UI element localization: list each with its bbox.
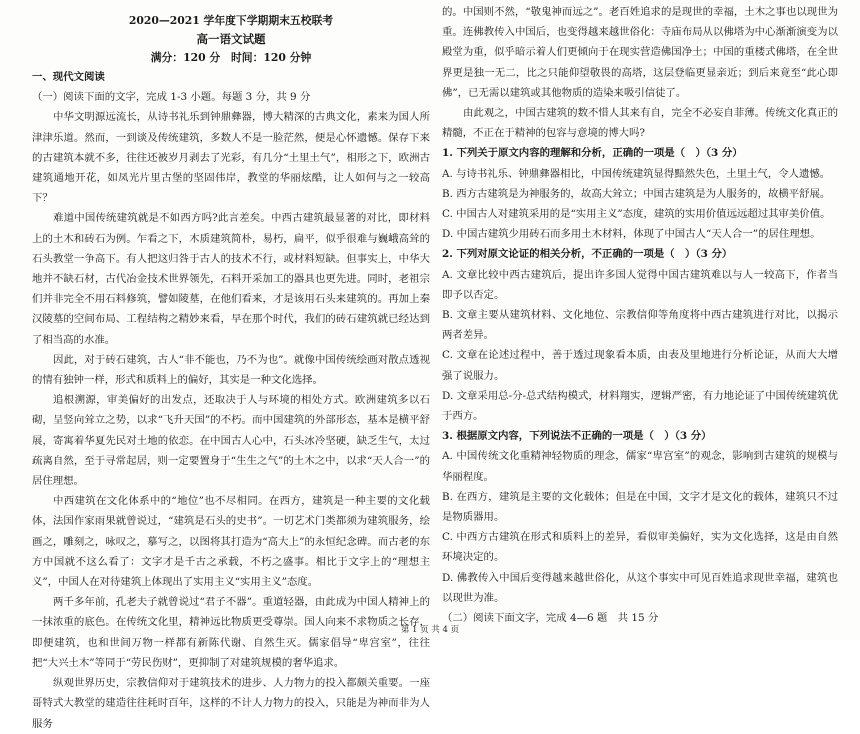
passage-paragraph: 中华文明源远流长，从诗书礼乐到钟鼎彝器，博大精深的古典文化，素来为国人所津津乐道。然而，一到谈及传统建筑，多数人不是一脸茫然，便是心怀遗憾。保存下来的古建筑本就不多，往往还被岁月剥去了光彩，有几分“土里土气”，相形之下，欧洲古建筑通地开花，如凤光片里古堡的坚固伟岸，教堂的华丽炫酷，让人如何与之一较高下？ bbox=[32, 111, 430, 205]
section-title: 一、现代文阅读 bbox=[32, 71, 105, 83]
passage-paragraph: 两千多年前，孔老夫子就曾说过“君子不器”。重道轻器，由此成为中国人精神上的一抹浓重的底色。在传统文化里，精神远比物质更受尊崇。国人向来不求物质之长存，即便建筑，也和世间万物一样都有新陈代谢、自然生灭。儒家倡导“卑宫室”，往往把“大兴土木”等同于“劳民伤财”，更抑制了对建筑规模的奢华追求。 bbox=[32, 596, 430, 669]
answer-option: C. 文章在论述过程中，善于透过现象看本质，由表及里地进行分析论证，从而大大增强了说服力。 bbox=[442, 349, 838, 382]
passage-paragraph: 由此观之，中国古建筑的数不惜人其来有自，完全不必妄自菲薄。传统文化真正的精髓，不正在于精神的包容与意境的博大吗? bbox=[442, 107, 838, 140]
answer-option: A. 与诗书礼乐、钟鼎彝器相比，中国传统建筑显得黯然失色，土里土气，令人遗憾。 bbox=[442, 167, 831, 180]
answer-option: B. 西方古建筑是为神服务的，故高大耸立；中国古建筑是为人服务的，故横平舒展。 bbox=[442, 187, 831, 200]
exam-header bbox=[32, 12, 430, 67]
answer-option: D. 中国古建筑少用砖石而多用土木材料，体现了中国古人“天人合一”的居住理想。 bbox=[442, 228, 821, 241]
right-column bbox=[442, 2, 838, 628]
question-stem: 2. 下列对原文论证的相关分析，不正确的一项是（ ）（3 分） bbox=[442, 248, 733, 261]
answer-option: D. 佛教传入中国后变得越来越世俗化，从这个事实中可见百姓追求现世幸福，建筑也以现世为准。 bbox=[442, 571, 838, 604]
answer-option: A. 中国传统文化重精神轻物质的理念，儒家“卑宫室”的观念，影响到古建筑的规模与华丽程度。 bbox=[442, 450, 838, 483]
question-block bbox=[442, 426, 838, 608]
exam-title: 2020—2021 学年度下学期期末五校联考 bbox=[128, 14, 334, 27]
subsection-title: （二）阅读下面文字，完成 4—6 题 共 15 分 bbox=[442, 612, 659, 625]
passage-paragraph: 追根溯源，审美偏好的出发点，还取决于人与环境的相处方式。欧洲建筑多以石砌，呈竖向耸立之势，以求“飞升天国”的不朽。而中国建筑的外部形态，基本是横平舒展，寄寓着华夏先民对土地的依恋。在中国古人心中，石头冰冷坚硬，缺乏生气，太过疏离自然，至于寻常起居，则一定要置身于“生生之气”的土木之中，以求“天人合一”的居住理想。 bbox=[32, 394, 430, 488]
page-number: 第 1 页 共 4 页 bbox=[400, 625, 460, 635]
subsection-title: （一）阅读下面的文字，完成 1-3 小题。每题 3 分，共 9 分 bbox=[32, 91, 311, 104]
question-stem: 1. 下列关于原文内容的理解和分析，正确的一项是（ ）（3 分） bbox=[442, 147, 743, 160]
passage-paragraph: 因此，对于砖石建筑，古人“非不能也，乃不为也”。就像中国传统绘画对散点透视的情有独钟一样，形式和质料上的偏好，其实是一种文化选择。 bbox=[32, 353, 430, 387]
passage-paragraph: 难道中国传统建筑就是不如西方吗?此言差矣。中西古建筑最显著的对比，即材料上的土木和砖石为例。乍看之下，木质建筑简朴，易朽，扁平，似乎很难与巍峨高耸的石头教堂一争高下。有人把这归咎于古人的技术不行，或材料短缺。但事实上，中华大地并不缺石材，古代冶金技术世界领先，石料开采加工的器具也更先进。同时，老祖宗们并非完全不用石料修筑，譬如陵墓，在他们看来，才是该用石头来建筑的。再加上秦汉陵墓的空间布局、工程结构之精妙来看，早在那个时代，我们的砖石建筑就已经达到了相当高的水准。 bbox=[32, 212, 430, 346]
passage-paragraph: 纵观世界历史，宗教信仰对于建筑技术的进步、人力物力的投入都颇关重要。一座哥特式大教堂的建造往往耗时百年，这样的不计人力物力的投入，只能是为神而非为人服务 bbox=[32, 677, 430, 730]
answer-option: B. 文章主要从建筑材料、文化地位、宗教信仰等角度将中西古建筑进行对比，以揭示两者差异。 bbox=[442, 309, 838, 342]
answer-option: C. 中西方古建筑在形式和质料上的差异，看似审美偏好，实为文化选择，这是由自然环境决定的。 bbox=[442, 531, 838, 564]
passage-paragraph: 中西建筑在文化体系中的“地位”也不尽相同。在西方，建筑是一种主要的文化载体，法国作家雨果就曾说过，“建筑是石头的史书”。一切艺术门类都须为建筑服务，绘画之，雕刻之，咏叹之，摹写之，以图将其打造为“高大上”的永恒纪念碑。而古老的东方中国就不这么看了：文字才是千古之承载，不朽之盛事。相比于文字上的“理想主义”，中国人在对待建筑上体现出了实用主义“实用主义”态度。 bbox=[32, 495, 430, 589]
passage-paragraph: 的。中国则不然，“敬鬼神而远之”。老百姓追求的是现世的幸福，土木之事也以现世为重。连佛教传入中国后，也变得越来越世俗化：寺庙布局从以佛塔为中心渐渐演变为以殿堂为重，似乎暗示着人们更倾向于在现实营造佛国净土；中国的重楼式佛塔，在全世界更是独一无二，比之只能仰望敬畏的高塔，这层登临更显亲近；到后来竟至“此心即佛”，已无需以建筑或其他物质的造染来吸引信徒了。 bbox=[442, 6, 838, 99]
answer-option: C. 中国古人对建筑采用的是“实用主义”态度，建筑的实用价值远远超过其审美价值。 bbox=[442, 208, 831, 221]
question-block bbox=[442, 244, 838, 426]
question-block bbox=[442, 143, 838, 244]
answer-option: A. 文章比较中西古建筑后，提出许多国人觉得中国古建筑难以与人一较高下，作者当即予以否定。 bbox=[442, 268, 838, 301]
answer-option: D. 文章采用总-分-总式结构模式，材料翔实，逻辑严密，有力地论证了中国传统建筑优于西方。 bbox=[442, 389, 838, 423]
exam-subtitle: 高一语文试题 bbox=[196, 32, 266, 46]
exam-meta: 满分：120 分 时间：120 分钟 bbox=[150, 51, 312, 64]
answer-option: B. 在西方，建筑是主要的文化载体；但是在中国，文字才是文化的载体，建筑只不过是物质器用。 bbox=[442, 490, 838, 524]
question-stem: 3. 根据原文内容，下列说法不正确的一项是（ ）（3 分） bbox=[442, 430, 712, 443]
